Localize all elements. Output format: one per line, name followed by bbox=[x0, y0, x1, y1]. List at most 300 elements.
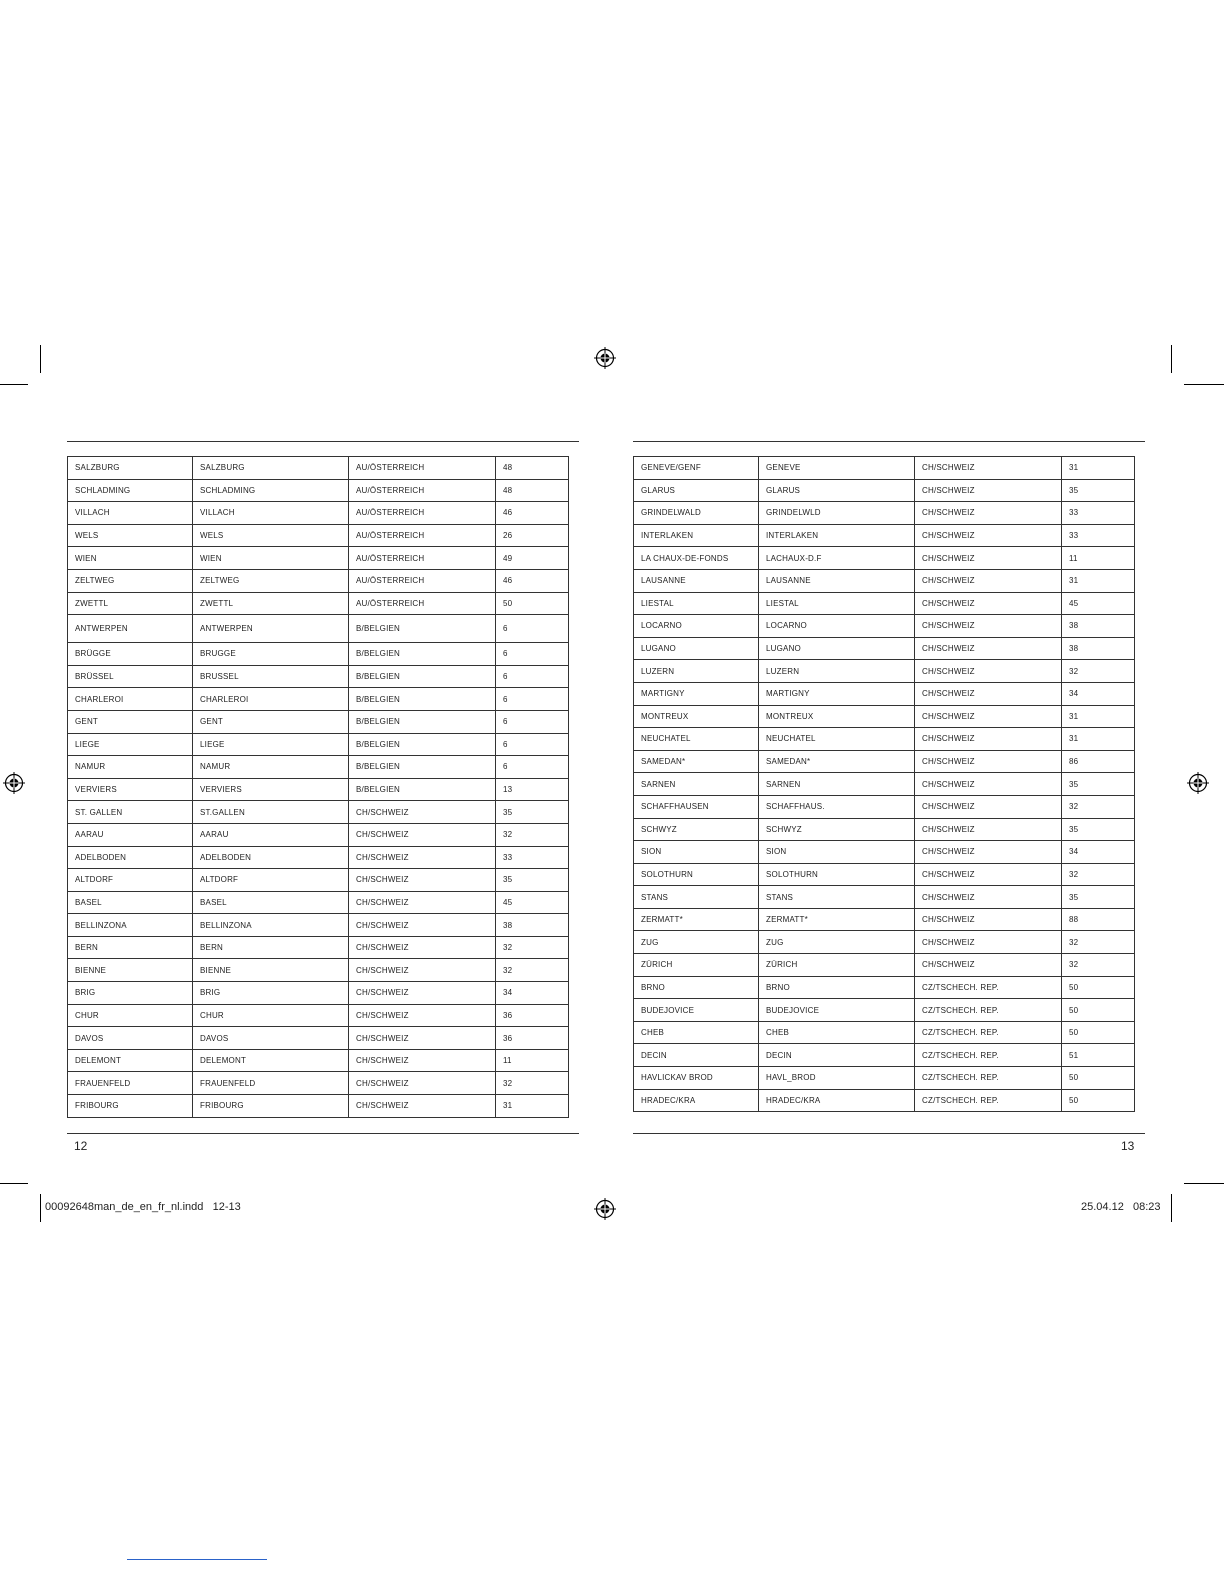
code-cell: SALZBURG bbox=[193, 457, 349, 480]
decorative-line bbox=[127, 1559, 267, 1560]
header-rule-right bbox=[633, 441, 1145, 442]
city-cell: ZÜRICH bbox=[634, 954, 759, 977]
table-row bbox=[634, 615, 1135, 638]
code-cell: AARAU bbox=[193, 823, 349, 846]
page-number-left: 12 bbox=[74, 1139, 88, 1153]
code-cell: BERN bbox=[193, 936, 349, 959]
crop-mark bbox=[1184, 384, 1224, 385]
table-row bbox=[68, 479, 569, 502]
country-cell: CH/SCHWEIZ bbox=[915, 886, 1062, 909]
city-cell: DECIN bbox=[634, 1044, 759, 1067]
city-cell: FRIBOURG bbox=[68, 1095, 193, 1118]
country-cell: CH/SCHWEIZ bbox=[915, 908, 1062, 931]
country-cell: CH/SCHWEIZ bbox=[915, 931, 1062, 954]
city-cell: ADELBODEN bbox=[68, 846, 193, 869]
table-row bbox=[68, 615, 569, 643]
country-cell: B/BELGIEN bbox=[349, 756, 496, 779]
value-cell: 34 bbox=[1062, 841, 1135, 864]
value-cell: 86 bbox=[1062, 750, 1135, 773]
code-cell: LIEGE bbox=[193, 733, 349, 756]
country-cell: CH/SCHWEIZ bbox=[915, 660, 1062, 683]
city-cell: BELLINZONA bbox=[68, 914, 193, 937]
country-cell: CZ/TSCHECH. REP. bbox=[915, 999, 1062, 1022]
country-cell: CH/SCHWEIZ bbox=[915, 637, 1062, 660]
country-cell: CH/SCHWEIZ bbox=[915, 569, 1062, 592]
value-cell: 50 bbox=[1062, 976, 1135, 999]
city-cell: WIEN bbox=[68, 547, 193, 570]
value-cell: 32 bbox=[1062, 660, 1135, 683]
value-cell: 50 bbox=[1062, 1089, 1135, 1112]
country-cell: B/BELGIEN bbox=[349, 615, 496, 643]
table-row bbox=[68, 1095, 569, 1118]
value-cell: 45 bbox=[1062, 592, 1135, 615]
country-cell: CH/SCHWEIZ bbox=[349, 914, 496, 937]
code-cell: BRIG bbox=[193, 982, 349, 1005]
table-row bbox=[68, 1027, 569, 1050]
table-row bbox=[634, 457, 1135, 480]
value-cell: 36 bbox=[496, 1027, 569, 1050]
city-cell: GRINDELWALD bbox=[634, 502, 759, 525]
city-cell: NEUCHATEL bbox=[634, 728, 759, 751]
crop-mark bbox=[0, 384, 28, 385]
page-number-right: 13 bbox=[1121, 1139, 1135, 1153]
code-cell: LAUSANNE bbox=[759, 569, 915, 592]
city-cell: SOLOTHURN bbox=[634, 863, 759, 886]
code-cell: WELS bbox=[193, 524, 349, 547]
city-cell: SAMEDAN* bbox=[634, 750, 759, 773]
registration-mark-icon bbox=[1187, 772, 1209, 794]
table-row bbox=[68, 688, 569, 711]
table-row bbox=[68, 869, 569, 892]
city-cell: SARNEN bbox=[634, 773, 759, 796]
city-cell: MONTREUX bbox=[634, 705, 759, 728]
table-row bbox=[68, 524, 569, 547]
code-cell: INTERLAKEN bbox=[759, 524, 915, 547]
city-cell: BRÜSSEL bbox=[68, 665, 193, 688]
value-cell: 34 bbox=[1062, 682, 1135, 705]
city-cell: SCHWYZ bbox=[634, 818, 759, 841]
value-cell: 6 bbox=[496, 688, 569, 711]
country-cell: CH/SCHWEIZ bbox=[915, 615, 1062, 638]
value-cell: 11 bbox=[1062, 547, 1135, 570]
country-cell: CH/SCHWEIZ bbox=[349, 1004, 496, 1027]
value-cell: 13 bbox=[496, 778, 569, 801]
table-row bbox=[634, 479, 1135, 502]
code-cell: WIEN bbox=[193, 547, 349, 570]
country-cell: B/BELGIEN bbox=[349, 733, 496, 756]
city-cell: BRÜGGE bbox=[68, 643, 193, 666]
city-cell: STANS bbox=[634, 886, 759, 909]
value-cell: 50 bbox=[1062, 1067, 1135, 1090]
city-cell: ZELTWEG bbox=[68, 569, 193, 592]
city-cell: LUZERN bbox=[634, 660, 759, 683]
country-cell: CH/SCHWEIZ bbox=[915, 502, 1062, 525]
table-row bbox=[68, 959, 569, 982]
table-row bbox=[68, 547, 569, 570]
country-cell: AU/ÖSTERREICH bbox=[349, 592, 496, 615]
country-cell: CH/SCHWEIZ bbox=[349, 936, 496, 959]
city-cell: NAMUR bbox=[68, 756, 193, 779]
value-cell: 38 bbox=[1062, 615, 1135, 638]
code-cell: SARNEN bbox=[759, 773, 915, 796]
table-row bbox=[68, 1049, 569, 1072]
country-cell: CH/SCHWEIZ bbox=[915, 728, 1062, 751]
country-cell: CH/SCHWEIZ bbox=[915, 863, 1062, 886]
slug-datetime: 25.04.12 08:23 bbox=[1081, 1201, 1161, 1213]
table-row bbox=[68, 936, 569, 959]
code-cell: BRUSSEL bbox=[193, 665, 349, 688]
crop-mark bbox=[40, 345, 41, 373]
country-cell: B/BELGIEN bbox=[349, 688, 496, 711]
code-cell: LUGANO bbox=[759, 637, 915, 660]
city-cell: DAVOS bbox=[68, 1027, 193, 1050]
value-cell: 32 bbox=[496, 1072, 569, 1095]
code-cell: SAMEDAN* bbox=[759, 750, 915, 773]
city-cell: LUGANO bbox=[634, 637, 759, 660]
country-cell: B/BELGIEN bbox=[349, 643, 496, 666]
code-cell: GRINDELWLD bbox=[759, 502, 915, 525]
table-row bbox=[68, 823, 569, 846]
code-cell: CHARLEROI bbox=[193, 688, 349, 711]
code-cell: LACHAUX-D.F bbox=[759, 547, 915, 570]
value-cell: 11 bbox=[496, 1049, 569, 1072]
location-table-right bbox=[633, 456, 1135, 1112]
city-cell: BERN bbox=[68, 936, 193, 959]
value-cell: 32 bbox=[1062, 954, 1135, 977]
table-row bbox=[634, 795, 1135, 818]
table-row bbox=[634, 547, 1135, 570]
code-cell: BELLINZONA bbox=[193, 914, 349, 937]
registration-mark-icon bbox=[594, 347, 616, 369]
table-row bbox=[68, 733, 569, 756]
code-cell: ZERMATT* bbox=[759, 908, 915, 931]
header-rule-left bbox=[67, 441, 579, 442]
city-cell: ZUG bbox=[634, 931, 759, 954]
country-cell: CH/SCHWEIZ bbox=[915, 773, 1062, 796]
table-row bbox=[68, 891, 569, 914]
value-cell: 35 bbox=[1062, 479, 1135, 502]
value-cell: 33 bbox=[1062, 524, 1135, 547]
code-cell: HAVL_BROD bbox=[759, 1067, 915, 1090]
value-cell: 31 bbox=[1062, 457, 1135, 480]
city-cell: CHUR bbox=[68, 1004, 193, 1027]
country-cell: CH/SCHWEIZ bbox=[915, 750, 1062, 773]
table-row bbox=[68, 914, 569, 937]
code-cell: VERVIERS bbox=[193, 778, 349, 801]
code-cell: FRAUENFELD bbox=[193, 1072, 349, 1095]
value-cell: 6 bbox=[496, 710, 569, 733]
table-row bbox=[634, 886, 1135, 909]
table-row bbox=[68, 710, 569, 733]
location-table-left bbox=[67, 456, 569, 1118]
code-cell: BUDEJOVICE bbox=[759, 999, 915, 1022]
code-cell: ZWETTL bbox=[193, 592, 349, 615]
value-cell: 35 bbox=[496, 801, 569, 824]
city-cell: BRNO bbox=[634, 976, 759, 999]
code-cell: DECIN bbox=[759, 1044, 915, 1067]
table-row bbox=[68, 801, 569, 824]
crop-mark bbox=[1171, 345, 1172, 373]
code-cell: ZUG bbox=[759, 931, 915, 954]
city-cell: HAVLICKAV BROD bbox=[634, 1067, 759, 1090]
value-cell: 35 bbox=[1062, 818, 1135, 841]
value-cell: 38 bbox=[496, 914, 569, 937]
table-row bbox=[634, 976, 1135, 999]
city-cell: GENT bbox=[68, 710, 193, 733]
value-cell: 48 bbox=[496, 479, 569, 502]
value-cell: 35 bbox=[1062, 773, 1135, 796]
table-row bbox=[68, 778, 569, 801]
city-cell: SION bbox=[634, 841, 759, 864]
city-cell: FRAUENFELD bbox=[68, 1072, 193, 1095]
value-cell: 34 bbox=[496, 982, 569, 1005]
country-cell: CH/SCHWEIZ bbox=[349, 801, 496, 824]
country-cell: AU/ÖSTERREICH bbox=[349, 479, 496, 502]
table-row bbox=[634, 728, 1135, 751]
city-cell: GLARUS bbox=[634, 479, 759, 502]
country-cell: CZ/TSCHECH. REP. bbox=[915, 1089, 1062, 1112]
value-cell: 45 bbox=[496, 891, 569, 914]
city-cell: SCHAFFHAUSEN bbox=[634, 795, 759, 818]
code-cell: SOLOTHURN bbox=[759, 863, 915, 886]
table-row bbox=[68, 756, 569, 779]
crop-mark bbox=[1184, 1183, 1224, 1184]
country-cell: AU/ÖSTERREICH bbox=[349, 524, 496, 547]
city-cell: SALZBURG bbox=[68, 457, 193, 480]
table-row bbox=[68, 1004, 569, 1027]
footer-rule-left bbox=[67, 1133, 579, 1134]
code-cell: ANTWERPEN bbox=[193, 615, 349, 643]
country-cell: CZ/TSCHECH. REP. bbox=[915, 1044, 1062, 1067]
country-cell: CZ/TSCHECH. REP. bbox=[915, 976, 1062, 999]
city-cell: BRIG bbox=[68, 982, 193, 1005]
value-cell: 32 bbox=[496, 959, 569, 982]
table-row bbox=[68, 643, 569, 666]
country-cell: CZ/TSCHECH. REP. bbox=[915, 1067, 1062, 1090]
value-cell: 48 bbox=[496, 457, 569, 480]
city-cell: GENEVE/GENF bbox=[634, 457, 759, 480]
code-cell: SION bbox=[759, 841, 915, 864]
code-cell: HRADEC/KRA bbox=[759, 1089, 915, 1112]
table-row bbox=[634, 524, 1135, 547]
country-cell: CH/SCHWEIZ bbox=[915, 841, 1062, 864]
country-cell: CH/SCHWEIZ bbox=[349, 846, 496, 869]
country-cell: CH/SCHWEIZ bbox=[915, 795, 1062, 818]
country-cell: CH/SCHWEIZ bbox=[349, 1027, 496, 1050]
city-cell: ALTDORF bbox=[68, 869, 193, 892]
country-cell: CH/SCHWEIZ bbox=[349, 891, 496, 914]
table-row bbox=[68, 665, 569, 688]
city-cell: BASEL bbox=[68, 891, 193, 914]
country-cell: CH/SCHWEIZ bbox=[349, 823, 496, 846]
country-cell: CH/SCHWEIZ bbox=[915, 457, 1062, 480]
code-cell: DELEMONT bbox=[193, 1049, 349, 1072]
value-cell: 6 bbox=[496, 665, 569, 688]
code-cell: MARTIGNY bbox=[759, 682, 915, 705]
code-cell: FRIBOURG bbox=[193, 1095, 349, 1118]
code-cell: ZÜRICH bbox=[759, 954, 915, 977]
country-cell: AU/ÖSTERREICH bbox=[349, 457, 496, 480]
country-cell: CH/SCHWEIZ bbox=[349, 869, 496, 892]
value-cell: 31 bbox=[1062, 705, 1135, 728]
value-cell: 6 bbox=[496, 756, 569, 779]
slug-filename: 00092648man_de_en_fr_nl.indd 12-13 bbox=[45, 1201, 241, 1213]
code-cell: DAVOS bbox=[193, 1027, 349, 1050]
code-cell: BRUGGE bbox=[193, 643, 349, 666]
value-cell: 51 bbox=[1062, 1044, 1135, 1067]
value-cell: 46 bbox=[496, 502, 569, 525]
city-cell: VERVIERS bbox=[68, 778, 193, 801]
value-cell: 35 bbox=[496, 869, 569, 892]
country-cell: CH/SCHWEIZ bbox=[915, 682, 1062, 705]
value-cell: 50 bbox=[1062, 999, 1135, 1022]
table-row bbox=[634, 773, 1135, 796]
registration-mark-icon bbox=[594, 1198, 616, 1220]
crop-mark bbox=[0, 1183, 28, 1184]
city-cell: ZERMATT* bbox=[634, 908, 759, 931]
country-cell: CH/SCHWEIZ bbox=[915, 705, 1062, 728]
table-row bbox=[634, 637, 1135, 660]
value-cell: 38 bbox=[1062, 637, 1135, 660]
country-cell: CH/SCHWEIZ bbox=[915, 524, 1062, 547]
country-cell: CZ/TSCHECH. REP. bbox=[915, 1021, 1062, 1044]
city-cell: VILLACH bbox=[68, 502, 193, 525]
country-cell: CH/SCHWEIZ bbox=[349, 959, 496, 982]
value-cell: 31 bbox=[1062, 728, 1135, 751]
code-cell: CHUR bbox=[193, 1004, 349, 1027]
country-cell: CH/SCHWEIZ bbox=[349, 1095, 496, 1118]
city-cell: LAUSANNE bbox=[634, 569, 759, 592]
value-cell: 31 bbox=[1062, 569, 1135, 592]
country-cell: CH/SCHWEIZ bbox=[349, 1072, 496, 1095]
value-cell: 32 bbox=[496, 823, 569, 846]
country-cell: AU/ÖSTERREICH bbox=[349, 502, 496, 525]
table-row bbox=[634, 569, 1135, 592]
code-cell: ZELTWEG bbox=[193, 569, 349, 592]
city-cell: MARTIGNY bbox=[634, 682, 759, 705]
table-row bbox=[634, 750, 1135, 773]
country-cell: AU/ÖSTERREICH bbox=[349, 547, 496, 570]
value-cell: 36 bbox=[496, 1004, 569, 1027]
table-row bbox=[634, 1021, 1135, 1044]
city-cell: DELEMONT bbox=[68, 1049, 193, 1072]
crop-mark bbox=[1171, 1194, 1172, 1222]
table-row bbox=[68, 457, 569, 480]
code-cell: GENT bbox=[193, 710, 349, 733]
code-cell: VILLACH bbox=[193, 502, 349, 525]
value-cell: 33 bbox=[1062, 502, 1135, 525]
city-cell: BIENNE bbox=[68, 959, 193, 982]
city-cell: BUDEJOVICE bbox=[634, 999, 759, 1022]
table-row bbox=[68, 846, 569, 869]
code-cell: NEUCHATEL bbox=[759, 728, 915, 751]
city-cell: LA CHAUX-DE-FONDS bbox=[634, 547, 759, 570]
code-cell: CHEB bbox=[759, 1021, 915, 1044]
table-row bbox=[68, 502, 569, 525]
country-cell: B/BELGIEN bbox=[349, 665, 496, 688]
country-cell: CH/SCHWEIZ bbox=[915, 479, 1062, 502]
city-cell: LIEGE bbox=[68, 733, 193, 756]
table-row bbox=[634, 954, 1135, 977]
city-cell: LOCARNO bbox=[634, 615, 759, 638]
city-cell: ANTWERPEN bbox=[68, 615, 193, 643]
code-cell: BRNO bbox=[759, 976, 915, 999]
value-cell: 32 bbox=[496, 936, 569, 959]
country-cell: B/BELGIEN bbox=[349, 778, 496, 801]
code-cell: ALTDORF bbox=[193, 869, 349, 892]
city-cell: ST. GALLEN bbox=[68, 801, 193, 824]
country-cell: CH/SCHWEIZ bbox=[915, 818, 1062, 841]
value-cell: 32 bbox=[1062, 863, 1135, 886]
table-row bbox=[634, 1044, 1135, 1067]
code-cell: ADELBODEN bbox=[193, 846, 349, 869]
table-row bbox=[634, 592, 1135, 615]
code-cell: ST.GALLEN bbox=[193, 801, 349, 824]
table-row bbox=[634, 502, 1135, 525]
code-cell: SCHWYZ bbox=[759, 818, 915, 841]
registration-mark-icon bbox=[3, 772, 25, 794]
code-cell: BASEL bbox=[193, 891, 349, 914]
country-cell: CH/SCHWEIZ bbox=[349, 1049, 496, 1072]
value-cell: 49 bbox=[496, 547, 569, 570]
table-row bbox=[634, 682, 1135, 705]
table-row bbox=[634, 841, 1135, 864]
value-cell: 32 bbox=[1062, 931, 1135, 954]
code-cell: LUZERN bbox=[759, 660, 915, 683]
table-row bbox=[68, 1072, 569, 1095]
value-cell: 6 bbox=[496, 643, 569, 666]
value-cell: 50 bbox=[496, 592, 569, 615]
city-cell: WELS bbox=[68, 524, 193, 547]
country-cell: CH/SCHWEIZ bbox=[349, 982, 496, 1005]
table-row bbox=[634, 1067, 1135, 1090]
code-cell: LOCARNO bbox=[759, 615, 915, 638]
footer-rule-right bbox=[633, 1133, 1145, 1134]
city-cell: CHARLEROI bbox=[68, 688, 193, 711]
code-cell: SCHLADMING bbox=[193, 479, 349, 502]
value-cell: 33 bbox=[496, 846, 569, 869]
code-cell: STANS bbox=[759, 886, 915, 909]
table-row bbox=[634, 999, 1135, 1022]
country-cell: CH/SCHWEIZ bbox=[915, 954, 1062, 977]
city-cell: AARAU bbox=[68, 823, 193, 846]
value-cell: 26 bbox=[496, 524, 569, 547]
code-cell: GLARUS bbox=[759, 479, 915, 502]
city-cell: INTERLAKEN bbox=[634, 524, 759, 547]
value-cell: 88 bbox=[1062, 908, 1135, 931]
value-cell: 35 bbox=[1062, 886, 1135, 909]
table-row bbox=[68, 569, 569, 592]
value-cell: 50 bbox=[1062, 1021, 1135, 1044]
table-row bbox=[634, 705, 1135, 728]
table-row bbox=[634, 931, 1135, 954]
code-cell: LIESTAL bbox=[759, 592, 915, 615]
country-cell: CH/SCHWEIZ bbox=[915, 547, 1062, 570]
value-cell: 32 bbox=[1062, 795, 1135, 818]
table-row bbox=[634, 818, 1135, 841]
value-cell: 46 bbox=[496, 569, 569, 592]
value-cell: 31 bbox=[496, 1095, 569, 1118]
country-cell: AU/ÖSTERREICH bbox=[349, 569, 496, 592]
crop-mark bbox=[40, 1194, 41, 1222]
table-row bbox=[634, 660, 1135, 683]
code-cell: MONTREUX bbox=[759, 705, 915, 728]
value-cell: 6 bbox=[496, 615, 569, 643]
city-cell: SCHLADMING bbox=[68, 479, 193, 502]
city-cell: ZWETTL bbox=[68, 592, 193, 615]
value-cell: 6 bbox=[496, 733, 569, 756]
table-row bbox=[634, 1089, 1135, 1112]
